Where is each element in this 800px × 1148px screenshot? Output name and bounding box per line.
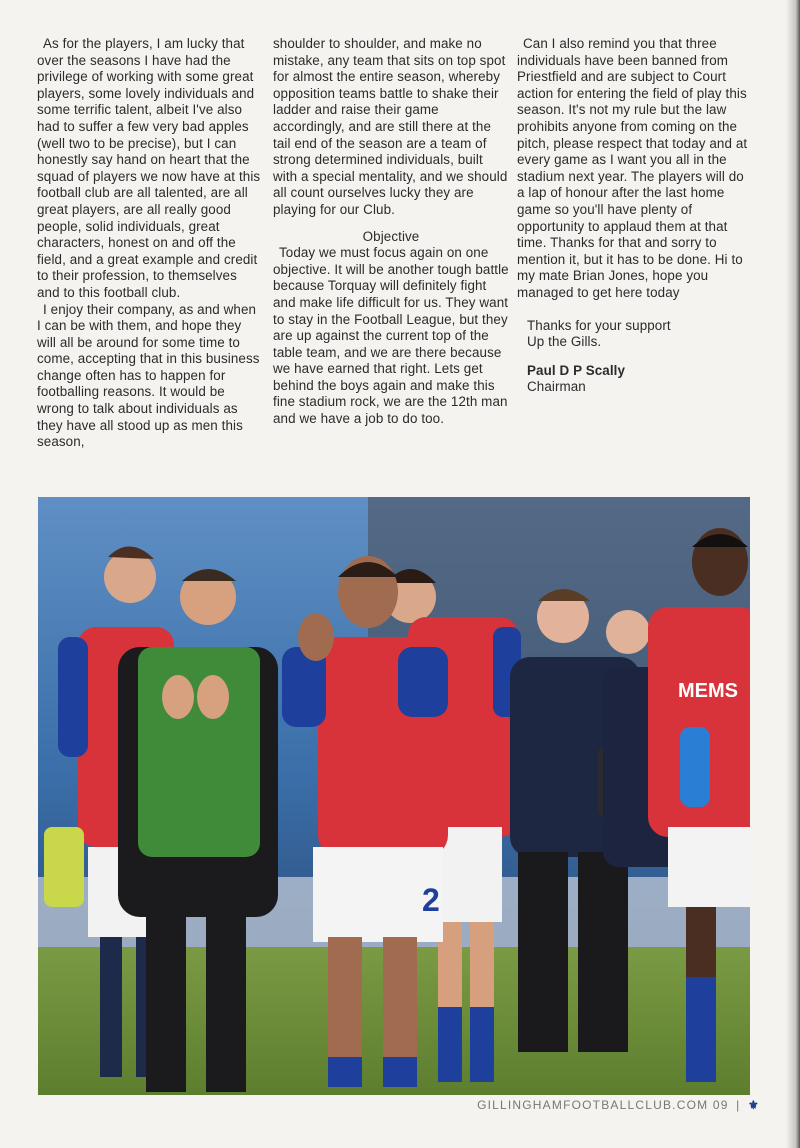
paragraph-shoulder: shoulder to shoulder, and make no mistake, any team that sits on top spot for almost the entire season, whereby opposition teams battle to shake their ladder and raise their game accordingly, and are still there at the tail end of the season are a team of strong determined individuals, built with a special mentality, and we should all count ourselves lucky they are playing for our Club. — [273, 36, 508, 217]
up-the-gills-line: Up the Gills. — [527, 334, 602, 350]
paragraph-players: As for the players, I am lucky that over the seasons I have had the privilege of working with some great players, some lovely individuals and some terrific talent, albeit I've also had to suffer a few very bad apples (well two to be precise), but I can honestly say hand on heart that the squad of players we now have at this football club are all talented, are all great players, are all really good people, solid individuals, great characters, honest on and off the field, and a great example and credit to their profession, to themselves and to this football club. — [37, 36, 261, 300]
paragraph-objective: Today we must focus again on one objective. It will be another tough battle because Torquay will definitely fight and make life difficult for us. They want to stay in the Football League, but they are up against the current top of the table team, and we are there because we have earned that right. Lets get behind the boys again and make this fine stadium rock, we are the 12th man and we have a job to do too. — [273, 245, 509, 427]
objective-heading: Objective — [362, 228, 420, 244]
footer-separator: | — [736, 1098, 741, 1112]
article-column-1 — [37, 36, 263, 451]
steward-yellow — [44, 827, 84, 907]
signature-name: Paul D P Scally — [527, 362, 626, 378]
article-column-2 — [273, 36, 509, 428]
paragraph-reminder: Can I also remind you that three individuals have been banned from Priestfield and are subject to Court action for entering the field of play this season. It's not my rule but the law prohibits anyone from coming on the pitch, please respect that today and at every game as I want you all in the stadium next year. The players will do a lap of honour after the last home game so you'll have plenty of opportunity to applaud them at that time. Thanks for that and sorry to mention it, but it has to be done. Hi to my mate Brian Jones, hope you managed to get here today — [517, 36, 748, 300]
page-footer — [477, 1098, 760, 1112]
team-photo — [38, 497, 750, 1095]
article-column-3 — [517, 36, 749, 396]
paragraph-company: I enjoy their company, as and when I can be with them, and hope they will all be around for some time to come, accepting that in this business change often has to happen for footballing reasons. It would be wrong to talk about individuals as they have all stood up as men this season, — [37, 301, 260, 450]
signature-role: Chairman — [527, 379, 586, 395]
shirt-number: 2 — [422, 882, 440, 918]
footer-page-number: 09 — [712, 1098, 729, 1112]
footer-site: GILLINGHAMFOOTBALLCLUB.COM — [477, 1098, 709, 1112]
thanks-line: Thanks for your support — [527, 317, 671, 333]
club-crest-icon: ⚜ — [748, 1098, 760, 1112]
shirt-sponsor: MEMS — [678, 680, 738, 702]
page-edge-shadow — [786, 0, 800, 1148]
team-photo-illustration — [38, 497, 750, 1095]
